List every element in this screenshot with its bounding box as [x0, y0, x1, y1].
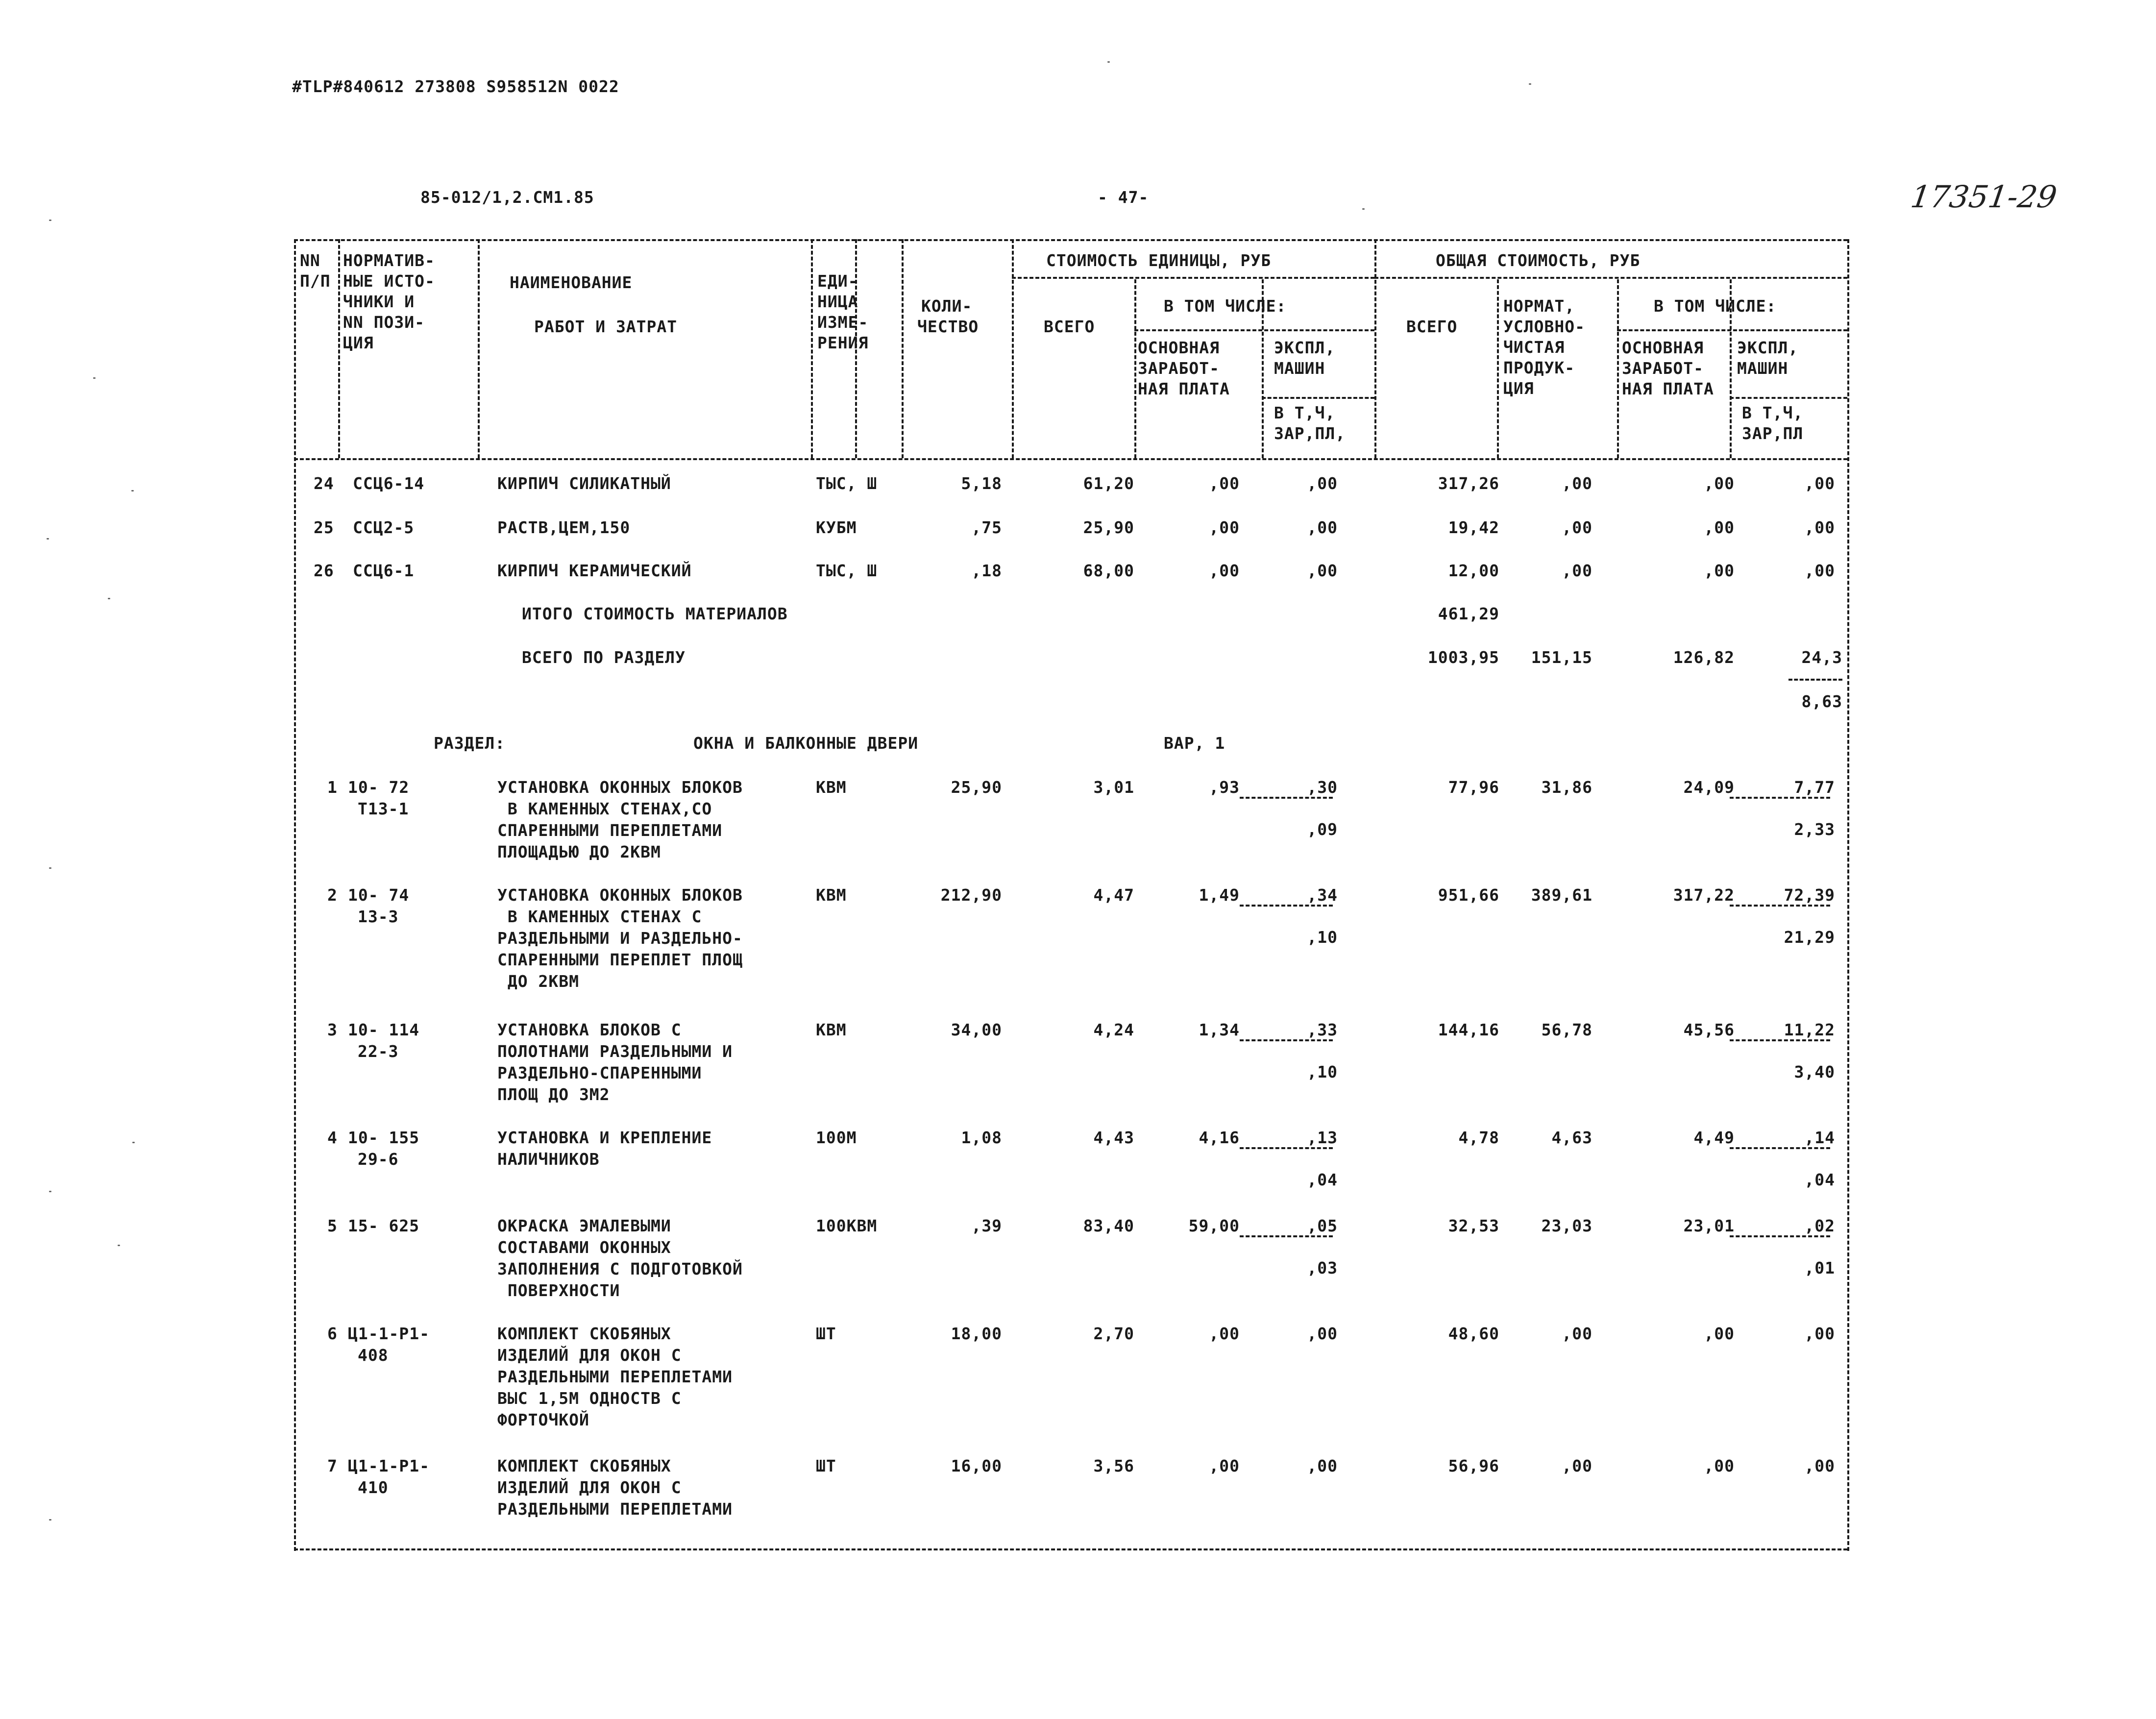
header-unit-vt: ЗАР,ПЛ, [1274, 424, 1346, 443]
header-nn: NN [300, 251, 320, 270]
header-unit: НИЦА [817, 292, 858, 311]
row-name: УСТАНОВКА И КРЕПЛЕНИЕ [497, 1128, 712, 1147]
unit-cost-osn: ,00 [1209, 1456, 1240, 1475]
header-total-normat: НОРМАТ, [1503, 296, 1575, 316]
header-unit-osn: ОСНОВНАЯ [1138, 338, 1220, 357]
row-unit: ТЫС, Ш [816, 561, 878, 580]
row-number: 6 [327, 1324, 338, 1343]
table-right-border [1847, 239, 1849, 1551]
scan-speck [47, 538, 49, 540]
unit-cost-eksp: ,00 [1307, 474, 1338, 493]
row-name: ИЗДЕЛИЙ ДЛЯ ОКОН С [497, 1346, 682, 1365]
row-code: Ц1-1-Р1- [348, 1324, 430, 1343]
row-qty: 5,18 [961, 474, 1002, 493]
total-normat: 23,03 [1541, 1216, 1592, 1235]
header-column-divider [1012, 239, 1014, 458]
row-name: НАЛИЧНИКОВ [497, 1150, 600, 1169]
header-normative: ЧНИКИ И [343, 292, 415, 311]
row-code: 408 [358, 1346, 389, 1365]
total-cost: 77,96 [1448, 778, 1499, 797]
header-unit: ИЗМЕ- [817, 313, 869, 332]
fraction-line [1240, 797, 1333, 799]
scan-speck [1362, 208, 1365, 210]
unit-cost-osn: ,00 [1209, 1324, 1240, 1343]
row-name: РАЗДЕЛЬНЫМИ ПЕРЕПЛЕТАМИ [497, 1499, 733, 1519]
section-var: ВАР, 1 [1164, 734, 1225, 753]
total-osn: 23,01 [1683, 1216, 1735, 1235]
row-number: 3 [327, 1020, 338, 1039]
row-name: ОКРАСКА ЭМАЛЕВЫМИ [497, 1216, 671, 1235]
unit-eksp-zp: ,10 [1307, 928, 1338, 947]
row-code: 10- 155 [348, 1128, 420, 1147]
row-name: ФОРТОЧКОЙ [497, 1410, 589, 1429]
fraction-line [1730, 1039, 1830, 1041]
total-eksp-zp: ,01 [1804, 1258, 1835, 1277]
unit-cost-total: 61,20 [1083, 474, 1134, 493]
header-subline [1262, 397, 1374, 399]
unit-cost-total: 83,40 [1083, 1216, 1134, 1235]
row-name: ВЫС 1,5М ОДНОСТВ С [497, 1389, 682, 1408]
unit-cost-osn: 4,16 [1199, 1128, 1240, 1147]
row-name: ДО 2КВМ [497, 972, 579, 991]
total-eksp-zp: ,04 [1804, 1170, 1835, 1189]
total-normat: ,00 [1562, 1456, 1592, 1475]
total-normat: 56,78 [1541, 1020, 1592, 1039]
header-qty: ЧЕСТВО [917, 317, 979, 336]
total-osn: 24,09 [1683, 778, 1735, 797]
header-total-cost: ОБЩАЯ СТОИМОСТЬ, РУБ [1436, 251, 1641, 270]
unit-eksp-zp: ,04 [1307, 1170, 1338, 1189]
total-normat: ,00 [1562, 518, 1592, 537]
header-subline [1134, 329, 1374, 331]
row-name: ИЗДЕЛИЙ ДЛЯ ОКОН С [497, 1478, 682, 1497]
row-number: 1 [327, 778, 338, 797]
unit-cost-eksp: ,00 [1307, 1456, 1338, 1475]
fraction-line [1240, 1235, 1333, 1237]
header-column-divider [478, 239, 480, 458]
table-bottom-border [294, 1548, 1847, 1550]
row-name: ПОВЕРХНОСТИ [497, 1281, 620, 1300]
section-name: ОКНА И БАЛКОННЫЕ ДВЕРИ [693, 734, 919, 753]
unit-cost-total: 3,01 [1093, 778, 1134, 797]
total-osn: 45,56 [1683, 1020, 1735, 1039]
scan-speck [93, 377, 96, 379]
total-osn: 317,22 [1673, 885, 1735, 905]
total-normat: ,00 [1562, 474, 1592, 493]
header-column-divider [338, 239, 340, 458]
total-eksp: ,02 [1804, 1216, 1835, 1235]
header-unit-vt: В Т,Ч, [1274, 403, 1336, 422]
row-name: УСТАНОВКА БЛОКОВ С [497, 1020, 682, 1039]
row-name: СПАРЕННЫМИ ПЕРЕПЛЕТ ПЛОЩ [497, 950, 743, 969]
scan-speck [49, 1191, 51, 1192]
row-unit: 100КВМ [816, 1216, 878, 1235]
header-total-normat: ЧИСТАЯ [1503, 338, 1565, 357]
total-cost: 19,42 [1448, 518, 1499, 537]
document-id-line: #TLP#840612 273808 S958512N 0022 [292, 77, 619, 96]
row-name: ПЛОЩАДЬЮ ДО 2КВМ [497, 842, 661, 861]
vsego-label: ВСЕГО ПО РАЗДЕЛУ [522, 648, 686, 667]
fraction-line [1730, 905, 1830, 907]
header-unit: РЕНИЯ [817, 333, 869, 352]
header-name: НАИМЕНОВАНИЕ [510, 273, 633, 292]
row-qty: ,39 [971, 1216, 1002, 1235]
row-qty: ,18 [971, 561, 1002, 580]
header-unit-eksp: МАШИН [1274, 359, 1325, 378]
unit-cost-total: 3,56 [1093, 1456, 1134, 1475]
row-name: КОМПЛЕКТ СКОБЯНЫХ [497, 1324, 671, 1343]
fraction-line [1240, 1147, 1333, 1149]
header-total-osn: ЗАРАБОТ- [1622, 359, 1704, 378]
unit-cost-osn: ,00 [1209, 474, 1240, 493]
header-column-divider [1497, 279, 1499, 458]
total-eksp: 7,77 [1794, 778, 1835, 797]
total-cost: 144,16 [1438, 1020, 1499, 1039]
scan-speck [1107, 61, 1110, 63]
row-code: Т13-1 [358, 799, 409, 818]
header-total-vt: ЗАР,ПЛ [1742, 424, 1804, 443]
unit-eksp-zp: ,10 [1307, 1062, 1338, 1081]
table-left-border [294, 239, 296, 1551]
row-name: В КАМЕННЫХ СТЕНАХ,СО [497, 799, 712, 818]
unit-cost-eksp: ,00 [1307, 561, 1338, 580]
scan-speck [49, 220, 51, 221]
row-code: 15- 625 [348, 1216, 420, 1235]
itogo-value: 461,29 [1438, 604, 1499, 623]
row-name: РАЗДЕЛЬНО-СПАРЕННЫМИ [497, 1063, 702, 1082]
row-name: ЗАПОЛНЕНИЯ С ПОДГОТОВКОЙ [497, 1259, 743, 1278]
total-osn: 4,49 [1693, 1128, 1735, 1147]
total-eksp-zp: 3,40 [1794, 1062, 1835, 1081]
unit-cost-osn: 1,34 [1199, 1020, 1240, 1039]
total-cost: 317,26 [1438, 474, 1499, 493]
row-name: РАЗДЕЛЬНЫМИ И РАЗДЕЛЬНО- [497, 929, 743, 948]
unit-cost-total: 4,24 [1093, 1020, 1134, 1039]
row-code: ССЦ6-1 [353, 561, 415, 580]
header-total-vt: В Т,Ч, [1742, 403, 1804, 422]
row-number: 26 [314, 561, 334, 580]
vsego-eksp-zp: 8,63 [1801, 692, 1842, 711]
row-code: 13-3 [358, 907, 399, 926]
row-name: УСТАНОВКА ОКОННЫХ БЛОКОВ [497, 778, 743, 797]
row-name: ПОЛОТНАМИ РАЗДЕЛЬНЫМИ И [497, 1042, 733, 1061]
unit-cost-total: 4,47 [1093, 885, 1134, 905]
header-total-osn: НАЯ ПЛАТА [1622, 379, 1714, 398]
header-subline [1374, 277, 1847, 279]
header-unit: ЕДИ- [817, 271, 858, 291]
fraction-line [1240, 1039, 1333, 1041]
handwritten-number: 17351-29 [1908, 179, 2059, 215]
total-eksp: ,00 [1804, 518, 1835, 537]
header-total-osn: ОСНОВНАЯ [1622, 338, 1704, 357]
total-cost: 56,96 [1448, 1456, 1499, 1475]
header-column-divider [1134, 279, 1136, 458]
unit-cost-eksp: ,00 [1307, 518, 1338, 537]
row-name: КИРПИЧ КЕРАМИЧЕСКИЙ [497, 561, 692, 580]
row-code: Ц1-1-Р1- [348, 1456, 430, 1475]
total-normat: 31,86 [1541, 778, 1592, 797]
row-name: ПЛОЩ ДО 3М2 [497, 1085, 610, 1104]
header-unit-eksp: ЭКСПЛ, [1274, 338, 1336, 357]
row-number: 25 [314, 518, 334, 537]
header-qty: КОЛИ- [921, 296, 973, 316]
header-total-eksp: ЭКСПЛ, [1737, 338, 1799, 357]
total-osn: ,00 [1704, 1324, 1735, 1343]
row-code: 10- 72 [348, 778, 410, 797]
header-unit-cost: СТОИМОСТЬ ЕДИНИЦЫ, РУБ [1046, 251, 1272, 270]
row-number: 2 [327, 885, 338, 905]
unit-cost-total: 4,43 [1093, 1128, 1134, 1147]
header-nn: П/П [300, 271, 331, 291]
unit-cost-osn: ,00 [1209, 561, 1240, 580]
unit-cost-eksp: ,34 [1307, 885, 1338, 905]
row-qty: 25,90 [951, 778, 1002, 797]
total-normat: ,00 [1562, 1324, 1592, 1343]
row-unit: ШТ [816, 1456, 836, 1475]
unit-cost-osn: ,00 [1209, 518, 1240, 537]
row-name: В КАМЕННЫХ СТЕНАХ С [497, 907, 702, 926]
header-total-normat: ПРОДУК- [1503, 358, 1575, 377]
row-name: КИРПИЧ СИЛИКАТНЫЙ [497, 474, 671, 493]
total-normat: ,00 [1562, 561, 1592, 580]
header-total-normat: УСЛОВНО- [1503, 317, 1585, 336]
unit-eksp-zp: ,03 [1307, 1258, 1338, 1277]
total-eksp-zp: 2,33 [1794, 820, 1835, 839]
unit-cost-eksp: ,30 [1307, 778, 1338, 797]
unit-cost-eksp: ,05 [1307, 1216, 1338, 1235]
row-number: 5 [327, 1216, 338, 1235]
row-unit: КУБМ [816, 518, 857, 537]
total-eksp: ,00 [1804, 1456, 1835, 1475]
scan-speck [118, 1245, 120, 1246]
total-cost: 12,00 [1448, 561, 1499, 580]
row-qty: 212,90 [940, 885, 1002, 905]
unit-cost-osn: 1,49 [1199, 885, 1240, 905]
unit-cost-osn: 59,00 [1188, 1216, 1240, 1235]
row-name: РАЗДЕЛЬНЫМИ ПЕРЕПЛЕТАМИ [497, 1367, 733, 1386]
header-unit-osn: НАЯ ПЛАТА [1138, 379, 1230, 398]
unit-cost-eksp: ,00 [1307, 1324, 1338, 1343]
unit-cost-osn: ,93 [1209, 778, 1240, 797]
header-unit-incl: В ТОМ ЧИСЛЕ: [1164, 296, 1287, 316]
total-eksp: ,00 [1804, 1324, 1835, 1343]
vsego-total: 1003,95 [1427, 648, 1499, 667]
total-osn: ,00 [1704, 518, 1735, 537]
unit-cost-eksp: ,33 [1307, 1020, 1338, 1039]
document-code: 85-012/1,2.CM1.85 [420, 188, 594, 207]
header-total-eksp: МАШИН [1737, 359, 1788, 378]
scan-speck [108, 598, 110, 599]
row-unit: 100М [816, 1128, 857, 1147]
row-qty: 18,00 [951, 1324, 1002, 1343]
header-unit-osn: ЗАРАБОТ- [1138, 359, 1220, 378]
row-qty: 34,00 [951, 1020, 1002, 1039]
total-cost: 4,78 [1458, 1128, 1499, 1147]
header-column-divider [1617, 279, 1619, 458]
header-normative: NN ПОЗИ- [343, 313, 425, 332]
row-qty: ,75 [971, 518, 1002, 537]
row-code: 10- 114 [348, 1020, 420, 1039]
header-column-divider [902, 239, 904, 458]
header-total: ВСЕГО [1406, 317, 1458, 336]
row-number: 4 [327, 1128, 338, 1147]
vsego-osn: 126,82 [1673, 648, 1735, 667]
total-eksp: ,00 [1804, 561, 1835, 580]
row-name: СОСТАВАМИ ОКОННЫХ [497, 1238, 671, 1257]
header-subline [1730, 397, 1847, 399]
total-eksp-zp: 21,29 [1784, 928, 1835, 947]
header-normative: ЦИЯ [343, 333, 374, 352]
vsego-normat: 151,15 [1531, 648, 1592, 667]
total-normat: 4,63 [1551, 1128, 1592, 1147]
header-normative: НЫЕ ИСТО- [343, 271, 435, 291]
row-name: СПАРЕННЫМИ ПЕРЕПЛЕТАМИ [497, 821, 723, 840]
total-cost: 48,60 [1448, 1324, 1499, 1343]
total-normat: 389,61 [1531, 885, 1592, 905]
header-column-divider [811, 239, 813, 458]
scan-speck [49, 867, 51, 869]
header-subline [1617, 329, 1847, 331]
row-code: 410 [358, 1478, 389, 1497]
row-name: РАСТВ,ЦЕМ,150 [497, 518, 631, 537]
row-unit: КВМ [816, 1020, 847, 1039]
row-unit: ШТ [816, 1324, 836, 1343]
row-unit: КВМ [816, 778, 847, 797]
row-code: ССЦ2-5 [353, 518, 415, 537]
header-normative: НОРМАТИВ- [343, 251, 435, 270]
page-number: - 47- [1098, 188, 1149, 207]
row-unit: ТЫС, Ш [816, 474, 878, 493]
itogo-label: ИТОГО СТОИМОСТЬ МАТЕРИАЛОВ [522, 604, 788, 623]
unit-cost-total: 2,70 [1093, 1324, 1134, 1343]
fraction-line [1240, 905, 1333, 907]
table-header-bottom-border [294, 458, 1847, 460]
scan-speck [1529, 83, 1531, 85]
fraction-line [1788, 679, 1842, 681]
row-number: 7 [327, 1456, 338, 1475]
row-qty: 16,00 [951, 1456, 1002, 1475]
total-cost: 951,66 [1438, 885, 1499, 905]
unit-eksp-zp: ,09 [1307, 820, 1338, 839]
vsego-eksp: 24,3 [1801, 648, 1842, 667]
total-osn: ,00 [1704, 474, 1735, 493]
unit-cost-total: 68,00 [1083, 561, 1134, 580]
total-eksp: 11,22 [1784, 1020, 1835, 1039]
header-name: РАБОТ И ЗАТРАТ [534, 317, 678, 336]
total-cost: 32,53 [1448, 1216, 1499, 1235]
row-unit: КВМ [816, 885, 847, 905]
scan-speck [131, 490, 134, 491]
header-total-normat: ЦИЯ [1503, 379, 1534, 398]
row-code: ССЦ6-14 [353, 474, 425, 493]
header-unit-total: ВСЕГО [1044, 317, 1095, 336]
row-name: КОМПЛЕКТ СКОБЯНЫХ [497, 1456, 671, 1475]
table-top-border [294, 239, 1847, 241]
row-qty: 1,08 [961, 1128, 1002, 1147]
total-eksp: 72,39 [1784, 885, 1835, 905]
row-name: УСТАНОВКА ОКОННЫХ БЛОКОВ [497, 885, 743, 905]
header-column-divider [1374, 239, 1376, 458]
fraction-line [1730, 797, 1830, 799]
total-osn: ,00 [1704, 1456, 1735, 1475]
row-code: 10- 74 [348, 885, 410, 905]
fraction-line [1730, 1235, 1830, 1237]
total-osn: ,00 [1704, 561, 1735, 580]
unit-cost-eksp: ,13 [1307, 1128, 1338, 1147]
header-subline [1012, 277, 1374, 279]
row-number: 24 [314, 474, 334, 493]
section-label: РАЗДЕЛ: [434, 734, 506, 753]
total-eksp: ,14 [1804, 1128, 1835, 1147]
scan-speck [132, 1142, 135, 1143]
total-eksp: ,00 [1804, 474, 1835, 493]
header-total-incl: В ТОМ ЧИСЛЕ: [1654, 296, 1777, 316]
row-code: 22-3 [358, 1042, 399, 1061]
row-code: 29-6 [358, 1150, 399, 1169]
fraction-line [1730, 1147, 1830, 1149]
scan-speck [49, 1519, 51, 1521]
unit-cost-total: 25,90 [1083, 518, 1134, 537]
